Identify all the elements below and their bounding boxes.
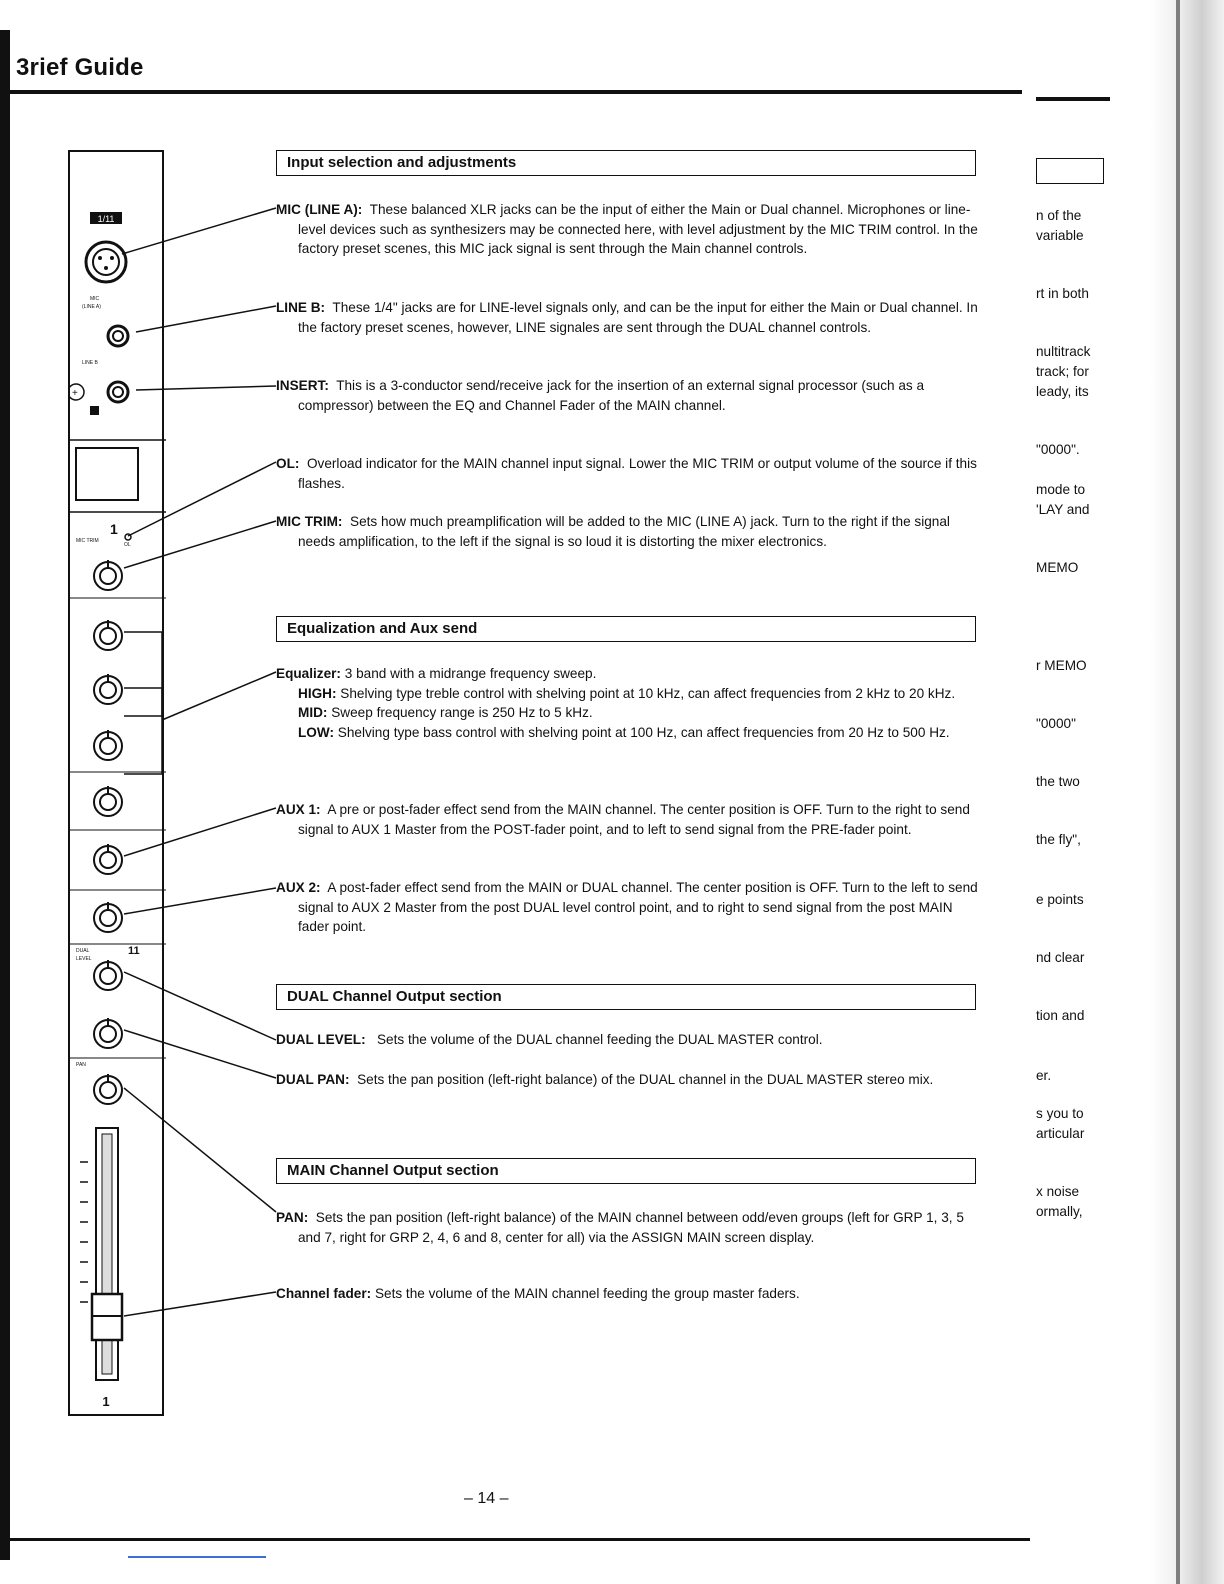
title-rule xyxy=(10,90,1022,94)
item-dual-pan xyxy=(276,1070,980,1090)
svg-text:OL: OL xyxy=(124,542,131,548)
channel-strip-drawing xyxy=(70,152,166,1418)
item-label: INSERT: xyxy=(276,378,329,393)
right-page-fragment: nultitrack xyxy=(1036,344,1091,359)
item-label: DUAL PAN: xyxy=(276,1072,350,1087)
svg-text:PAN: PAN xyxy=(76,1062,86,1068)
right-page-fragment: s you to xyxy=(1036,1106,1084,1121)
page-fold-line xyxy=(1176,0,1180,1584)
item-text: Sets the pan position (left-right balance) of the MAIN channel between odd/even groups (left for GRP 1, 3, 5 and 7, right for GRP 2, 4, 6 and 8, center for all) via the ASSIGN MAIN screen display. xyxy=(298,1210,964,1245)
item-mic-trim xyxy=(276,512,980,551)
item-text: Sets the volume of the DUAL channel feeding the DUAL MASTER control. xyxy=(376,1032,823,1047)
page-binding-edge xyxy=(0,30,10,1560)
svg-text:LEVEL: LEVEL xyxy=(76,956,92,962)
svg-text:MIC: MIC xyxy=(90,296,100,302)
right-page-fragment: er. xyxy=(1036,1068,1052,1083)
eq-band-label: MID: xyxy=(298,705,328,720)
right-page-fragment: the fly", xyxy=(1036,832,1081,847)
item-text: A post-fader effect send from the MAIN or DUAL channel. The center position is OFF. Turn to the left to send signal to AUX 2 Master from the post DUAL level control point, and to right to send signal from the post MAIN fader point. xyxy=(298,880,978,934)
page-number: – 14 – xyxy=(464,1490,509,1507)
bottom-blue-mark xyxy=(128,1556,266,1558)
right-page-fragment: articular xyxy=(1036,1126,1085,1141)
item-channel-fader xyxy=(276,1284,980,1304)
right-page-fragment: track; for xyxy=(1036,364,1089,379)
item-mic-line-a xyxy=(276,200,980,259)
svg-text:1: 1 xyxy=(102,1394,110,1409)
page-title: 3rief Guide xyxy=(16,54,144,81)
item-insert xyxy=(276,376,980,415)
item-dual-level xyxy=(276,1030,980,1050)
section-header-main: MAIN Channel Output section xyxy=(276,1158,976,1184)
svg-text:+: + xyxy=(72,388,78,399)
right-page-fragment: 'LAY and xyxy=(1036,502,1090,517)
right-page-fragment: leady, its xyxy=(1036,384,1089,399)
eq-band-label: HIGH: xyxy=(298,685,337,701)
channel-strip-illustration xyxy=(68,150,164,1416)
item-text: 3 band with a midrange frequency sweep. xyxy=(344,666,597,681)
eq-band-text: Sweep frequency range is 250 Hz to 5 kHz. xyxy=(331,705,593,720)
right-page-box xyxy=(1036,158,1104,184)
item-text: A pre or post-fader effect send from the MAIN channel. The center position is OFF. Turn to the right to send signal to AUX 1 Master from the POST-fader point, and to left to send signal from the PRE-fader point. xyxy=(298,802,970,837)
item-pan xyxy=(276,1208,980,1247)
eq-band-label: LOW: xyxy=(298,724,334,740)
svg-text:DUAL: DUAL xyxy=(76,948,90,954)
item-label: LINE B: xyxy=(276,300,326,315)
svg-text:11: 11 xyxy=(128,945,140,957)
item-label: OL: xyxy=(276,456,300,471)
item-label: MIC (LINE A): xyxy=(276,202,363,217)
item-ol xyxy=(276,454,980,493)
item-text: Sets how much preamplification will be added to the MIC (LINE A) jack. Turn to the right if the signal needs amplification, to the left if the signal is so loud it is distorting the mixer electronics. xyxy=(298,514,950,549)
svg-text:(LINE A): (LINE A) xyxy=(82,304,101,310)
item-text: This is a 3-conductor send/receive jack for the insertion of an external signal processor (such as a compressor) between the EQ and Channel Fader of the MAIN channel. xyxy=(298,378,925,413)
page-fold-shadow xyxy=(1150,0,1224,1584)
item-text: These balanced XLR jacks can be the input of either the Main or Dual channel. Microphones or line-level devices such as synthesizers may be connected here, with level adjustment by the MIC TRIM control. In the factory preset scenes, this MIC jack signal is sent through the Main channel controls. xyxy=(298,202,978,256)
svg-text:LINE B: LINE B xyxy=(82,360,98,366)
right-page-fragment: MEMO xyxy=(1036,560,1079,575)
right-page-fragment: the two xyxy=(1036,774,1080,789)
item-text: Sets the volume of the MAIN channel feeding the group master faders. xyxy=(374,1286,800,1301)
right-page-fragment: x noise xyxy=(1036,1184,1080,1199)
right-page-fragment: e points xyxy=(1036,892,1084,907)
right-page-fragment: "0000" xyxy=(1036,716,1076,731)
right-page-fragment: tion and xyxy=(1036,1008,1085,1023)
right-page-fragment: r MEMO xyxy=(1036,658,1087,673)
eq-band-text: Shelving type bass control with shelving point at 100 Hz, can affect frequencies from 20 Hz to 500 Hz. xyxy=(337,724,950,740)
right-page-fragment: variable xyxy=(1036,228,1084,243)
right-page-fragment: "0000". xyxy=(1036,442,1080,457)
item-text: Overload indicator for the MAIN channel input signal. Lower the MIC TRIM or output volume of the source if this flashes. xyxy=(298,456,977,491)
item-aux1 xyxy=(276,800,980,839)
item-label: AUX 2: xyxy=(276,880,321,895)
right-page-fragment: rt in both xyxy=(1036,286,1089,301)
item-line-b xyxy=(276,298,980,337)
item-label: MIC TRIM: xyxy=(276,514,343,529)
item-label: AUX 1: xyxy=(276,802,321,817)
right-page-fragment: nd clear xyxy=(1036,950,1085,965)
right-page-fragment: n of the xyxy=(1036,208,1082,223)
bottom-rule xyxy=(0,1538,1030,1541)
section-header-dual: DUAL Channel Output section xyxy=(276,984,976,1010)
item-label: PAN: xyxy=(276,1210,309,1225)
right-page-fragment: mode to xyxy=(1036,482,1086,497)
section-header-eq: Equalization and Aux send xyxy=(276,616,976,642)
item-equalizer xyxy=(276,664,980,742)
item-aux2 xyxy=(276,878,980,937)
item-label: DUAL LEVEL: xyxy=(276,1032,366,1047)
title-rule-right xyxy=(1036,97,1110,101)
item-label: Equalizer: xyxy=(276,666,341,681)
item-text: Sets the pan position (left-right balance) of the DUAL channel in the DUAL MASTER stereo mix. xyxy=(357,1072,934,1087)
section-header-input: Input selection and adjustments xyxy=(276,150,976,176)
svg-text:1/11: 1/11 xyxy=(97,214,115,224)
item-text: These 1/4" jacks are for LINE-level signals only, and can be the input for either the Main or Dual channel. In the factory preset scenes, however, LINE signales are sent through the DUAL channel controls. xyxy=(298,300,978,335)
svg-text:MIC TRIM: MIC TRIM xyxy=(76,538,99,544)
svg-text:1: 1 xyxy=(110,521,118,537)
item-label: Channel fader: xyxy=(276,1286,372,1301)
eq-band-text: Shelving type treble control with shelving point at 10 kHz, can affect frequencies from 2 kHz to 20 kHz. xyxy=(340,685,956,701)
right-page-fragment: ormally, xyxy=(1036,1204,1083,1219)
